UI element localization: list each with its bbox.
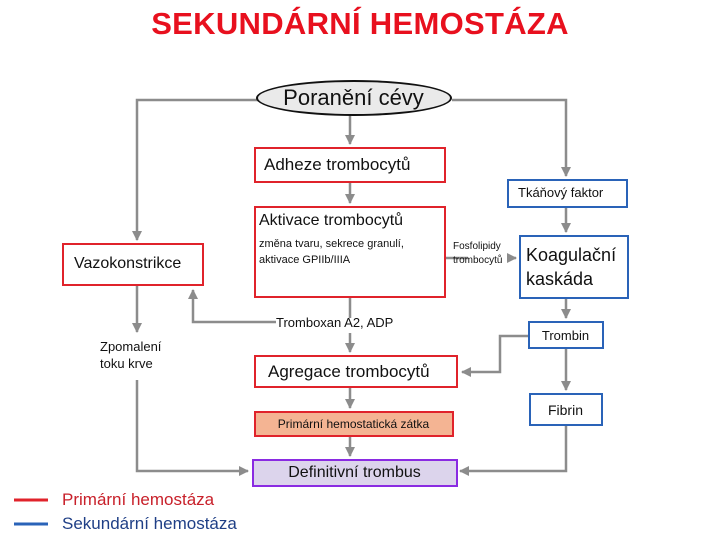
node-trombus-label: Definitivní trombus [288, 464, 421, 481]
arrow-poraneni-vazokonstrikce [137, 100, 258, 240]
arrow-zpomaleni-trombus [137, 380, 248, 471]
node-fosfolipidy-1: Fosfolipidy [453, 241, 501, 252]
node-koagulacni-2: kaskáda [526, 269, 594, 289]
legend-primarni: Primární hemostáza [62, 490, 215, 509]
node-poraneni-label: Poranění cévy [283, 85, 424, 110]
node-agregace [254, 355, 458, 388]
arrow-poraneni-tkanovy [452, 100, 566, 176]
node-aktivace [254, 206, 446, 298]
page-title: SEKUNDÁRNÍ HEMOSTÁZA [151, 6, 569, 41]
node-zpomaleni-1: Zpomalení [100, 339, 162, 354]
node-fosfolipidy-2: trombocytů [453, 255, 503, 266]
node-zatka-label: Primární hemostatická zátka [277, 417, 430, 431]
node-vazokonstrikce-label: Vazokonstrikce [74, 255, 182, 272]
node-aktivace-detail-2: aktivace GPIIb/IIIA [259, 254, 351, 266]
node-poraneni [256, 80, 452, 116]
node-trombus [252, 459, 458, 487]
node-zatka [254, 411, 454, 437]
legend-sekundarni: Sekundární hemostáza [62, 514, 237, 533]
node-fibrin-label: Fibrin [547, 402, 583, 418]
node-koagulacni-1: Koagulační [526, 245, 617, 265]
node-vazokonstrikce [62, 243, 204, 286]
node-trombin [528, 321, 604, 349]
node-adheze [254, 147, 446, 183]
node-fibrin [529, 393, 603, 426]
node-agregace-label: Agregace trombocytů [268, 362, 430, 381]
node-aktivace-title: Aktivace trombocytů [259, 212, 404, 229]
arrow-trombin-agregace [462, 336, 528, 372]
node-tromboxan: Tromboxan A2, ADP [276, 315, 394, 330]
node-zpomaleni-2: toku krve [100, 356, 153, 371]
node-koagulacni [519, 235, 629, 299]
node-trombin-label: Trombin [541, 328, 590, 343]
node-adheze-label: Adheze trombocytů [264, 155, 411, 174]
node-tkanovy-label: Tkáňový faktor [518, 185, 604, 200]
node-aktivace-detail-1: změna tvaru, sekrece granulí, [259, 238, 404, 250]
node-tkanovy [507, 179, 628, 208]
arrow-fibrin-trombus [460, 426, 566, 471]
